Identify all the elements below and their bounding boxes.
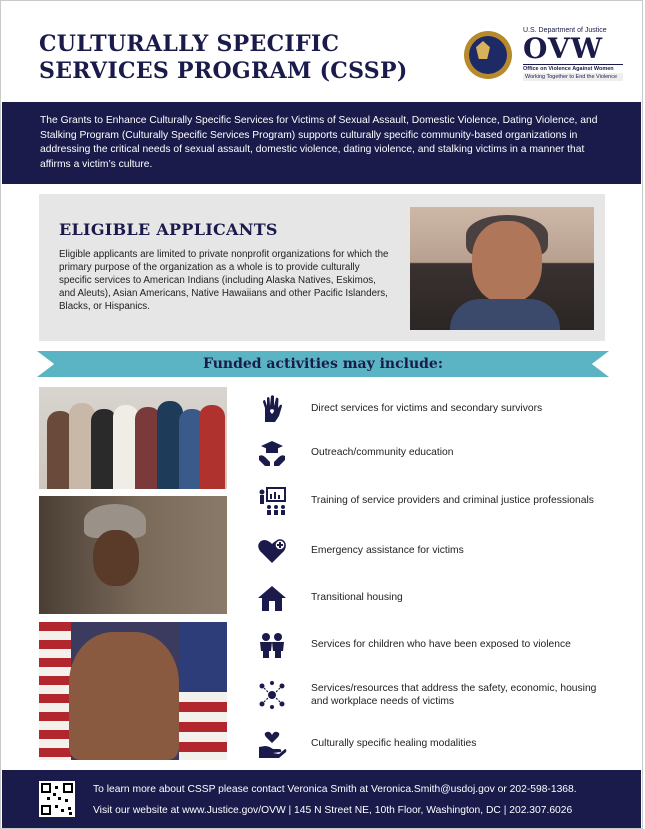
network-people-icon	[257, 680, 287, 710]
page-title	[39, 31, 408, 85]
hands-graduation-cap-icon	[257, 438, 287, 468]
man-with-flag-photo	[39, 622, 227, 760]
woman-headwrap-photo	[39, 496, 227, 614]
logo-dept-text: U.S. Department of Justice	[523, 27, 607, 34]
children-icon	[257, 630, 287, 660]
hand-heart-care-icon	[257, 729, 287, 759]
logo-letters: OVW	[523, 32, 604, 65]
heart-plus-icon	[257, 536, 287, 566]
activity-label: Transitional housing	[311, 592, 403, 604]
eligible-title: ELIGIBLE APPLICANTS	[59, 220, 278, 239]
hand-heart-icon	[257, 394, 287, 424]
eligible-text: Eligible applicants are limited to private nonprofit organizations for which the primary purpose of the organization as a whole is to provide culturally specific services to American Indians (including Alaska Natives, Eskimos, and Aleuts), Asian Americans, Native Hawaiians and other Pacific Islanders, Blacks, or Hispanics.	[59, 249, 389, 312]
eligible-applicants-panel	[39, 194, 605, 341]
activity-label: Services/resources that address the safety, economic, housing and workplace needs of victims	[311, 682, 597, 707]
footer-bar	[2, 770, 641, 828]
intro-text: The Grants to Enhance Culturally Specific Services for Victims of Sexual Assault, Domestic Violence, Dating Violence, and Stalking Program (Culturally Specific Services Program) supports culturally specific community-based organizations in addressing the critical needs of sexual assault, domestic violence, dating violence, and stalking victims in a manner that affirms a victim’s culture.	[40, 115, 598, 170]
ovw-logo	[523, 27, 623, 81]
activity-label: Direct services for victims and secondary survivors	[311, 403, 543, 415]
group-of-women-photo	[39, 387, 227, 489]
smiling-woman-photo	[410, 207, 594, 330]
activity-label: Emergency assistance for victims	[311, 545, 464, 557]
title-line-1: CULTURALLY SPECIFIC	[39, 31, 340, 57]
logo-tagline: Working Together to End the Violence	[523, 73, 623, 81]
activity-label: Training of service providers and criminal justice professionals	[311, 495, 594, 507]
house-icon	[257, 583, 287, 613]
intro-banner	[2, 102, 641, 184]
activity-label: Culturally specific healing modalities	[311, 738, 477, 750]
footer-contact-text: To learn more about CSSP please contact Veronica Smith at Veronica.Smith@usdoj.gov or 202-598-1368.	[93, 784, 577, 795]
footer-website-text: Visit our website at www.Justice.gov/OVW | 145 N Street NE, 10th Floor, Washington, DC | 202.307.6026	[93, 805, 573, 816]
presentation-board-icon	[257, 486, 287, 516]
activity-label: Outreach/community education	[311, 447, 454, 459]
activity-label: Services for children who have been exposed to violence	[311, 639, 571, 651]
funded-heading: Funded activities may include:	[203, 356, 443, 372]
title-line-2: SERVICES PROGRAM (CSSP)	[39, 58, 408, 84]
qr-code	[39, 781, 75, 817]
doj-seal-logo	[464, 31, 512, 79]
logo-office-text: Office on Violence Against Women	[523, 64, 623, 72]
